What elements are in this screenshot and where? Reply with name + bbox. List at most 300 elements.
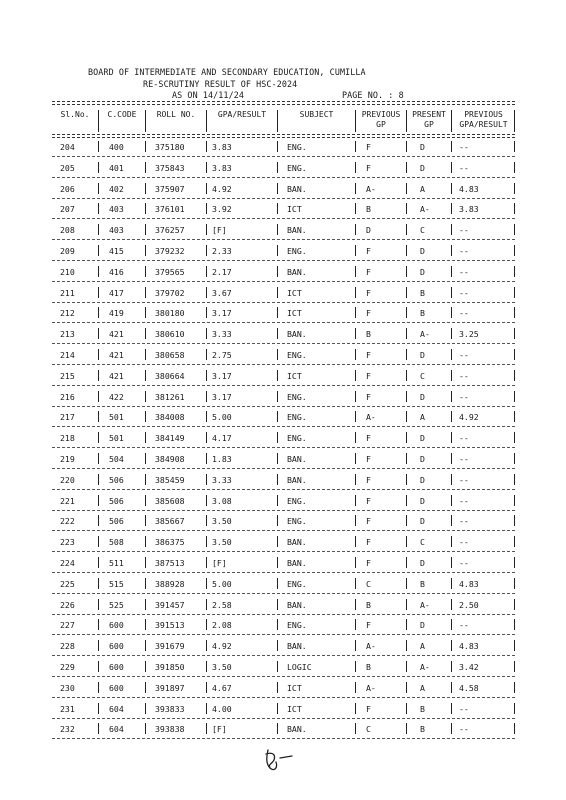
cell-roll-no: 385667 (155, 516, 185, 527)
column-divider (514, 599, 515, 610)
cell-subject: ENG. (287, 412, 307, 423)
cell-sl-no: 208 (60, 225, 75, 236)
cell-subject: BAN. (287, 266, 307, 277)
column-divider (451, 307, 452, 318)
cell-previous-gp: A- (366, 412, 376, 423)
column-divider (355, 640, 356, 651)
column-divider (451, 703, 452, 714)
cell-c-code: 403 (109, 204, 124, 215)
column-divider (277, 391, 278, 402)
cell-previous-gpa: -- (459, 350, 469, 360)
cell-present-gp: A (420, 412, 425, 423)
cell-sl-no: 220 (60, 474, 75, 485)
row-separator (52, 593, 515, 594)
cell-present-gp: D (420, 454, 425, 464)
row-separator (52, 676, 515, 677)
cell-gpa-result: [F] (212, 724, 227, 735)
cell-c-code: 600 (109, 682, 124, 693)
cell-subject: LOGIC (287, 662, 312, 672)
cell-roll-no: 375180 (155, 142, 185, 152)
column-divider (98, 432, 99, 443)
column-divider (355, 328, 356, 339)
cell-subject: ENG. (287, 495, 307, 506)
cell-subject: ENG. (287, 433, 307, 444)
cell-previous-gpa: -- (459, 516, 469, 527)
column-divider (145, 411, 146, 422)
cell-previous-gpa: -- (459, 474, 469, 485)
column-divider (98, 370, 99, 381)
column-divider (514, 515, 515, 526)
column-divider (206, 391, 207, 402)
cell-previous-gpa: -- (459, 724, 469, 735)
header-top-rule (52, 101, 515, 105)
row-separator (52, 260, 515, 261)
column-divider (206, 411, 207, 422)
column-divider (406, 578, 407, 589)
column-divider (406, 619, 407, 630)
cell-gpa-result: 2.33 (212, 246, 232, 256)
cell-previous-gpa: 3.42 (459, 662, 479, 672)
cell-previous-gp: F (366, 495, 371, 506)
column-divider (277, 661, 278, 672)
cell-previous-gpa: 4.58 (459, 682, 479, 693)
column-divider (355, 578, 356, 589)
cell-sl-no: 221 (60, 495, 75, 506)
cell-previous-gp: F (366, 308, 371, 319)
column-divider (355, 536, 356, 547)
column-divider (206, 141, 207, 152)
cell-gpa-result: 4.17 (212, 433, 232, 444)
column-divider (514, 266, 515, 277)
cell-previous-gp: F (366, 350, 371, 360)
cell-c-code: 403 (109, 225, 124, 236)
result-title: RE-SCRUTINY RESULT OF HSC-2024 (143, 79, 298, 89)
cell-present-gp: D (420, 246, 425, 256)
cell-gpa-result: 4.92 (212, 641, 232, 652)
cell-previous-gp: F (366, 474, 371, 485)
row-separator (52, 218, 515, 219)
column-divider (206, 619, 207, 630)
column-divider (514, 183, 515, 194)
column-divider (406, 703, 407, 714)
row-separator (52, 156, 515, 157)
column-divider (514, 557, 515, 568)
column-divider (355, 141, 356, 152)
cell-present-gp: D (420, 516, 425, 527)
row-separator (52, 281, 515, 282)
cell-present-gp: C (420, 370, 425, 381)
column-divider (145, 224, 146, 235)
cell-roll-no: 391897 (155, 682, 185, 693)
row-separator (52, 530, 515, 531)
column-divider (406, 495, 407, 506)
row-separator (52, 468, 515, 469)
col-header-previous-gpa-line2: GPA/RESULT (459, 120, 508, 129)
column-divider (98, 661, 99, 672)
cell-c-code: 417 (109, 287, 124, 298)
column-divider (406, 162, 407, 173)
column-divider (98, 703, 99, 714)
column-divider (355, 391, 356, 402)
column-divider (206, 599, 207, 610)
column-divider (277, 453, 278, 464)
column-divider (98, 141, 99, 152)
cell-c-code: 421 (109, 350, 124, 360)
column-divider (514, 224, 515, 235)
cell-present-gp: D (420, 474, 425, 485)
cell-previous-gp: F (366, 142, 371, 152)
row-separator (52, 489, 515, 490)
row-separator (52, 385, 515, 386)
cell-roll-no: 381261 (155, 391, 185, 402)
cell-subject: BAN. (287, 724, 307, 735)
cell-present-gp: C (420, 537, 425, 548)
cell-roll-no: 384008 (155, 412, 185, 423)
cell-c-code: 600 (109, 641, 124, 652)
header-divider (451, 110, 452, 132)
column-divider (145, 432, 146, 443)
header-divider (98, 110, 99, 132)
column-divider (277, 245, 278, 256)
column-divider (451, 328, 452, 339)
column-divider (514, 682, 515, 693)
cell-c-code: 525 (109, 599, 124, 610)
cell-subject: BAN. (287, 454, 307, 464)
col-header-previous-gp-line1: PREVIOUS (361, 110, 401, 119)
column-divider (206, 162, 207, 173)
column-divider (206, 266, 207, 277)
column-divider (355, 495, 356, 506)
cell-gpa-result: 4.00 (212, 703, 232, 714)
column-divider (406, 245, 407, 256)
column-divider (145, 245, 146, 256)
header-divider (145, 110, 146, 132)
column-divider (206, 640, 207, 651)
column-divider (451, 723, 452, 734)
column-divider (514, 474, 515, 485)
cell-roll-no: 379232 (155, 246, 185, 256)
cell-previous-gp: B (366, 599, 371, 610)
row-separator (52, 655, 515, 656)
column-divider (98, 474, 99, 485)
column-divider (355, 162, 356, 173)
cell-present-gp: A- (420, 204, 430, 215)
column-divider (514, 536, 515, 547)
column-divider (277, 349, 278, 360)
column-divider (406, 640, 407, 651)
cell-sl-no: 213 (60, 329, 75, 340)
column-divider (514, 391, 515, 402)
column-divider (355, 287, 356, 298)
cell-sl-no: 209 (60, 246, 75, 256)
cell-previous-gpa: 4.83 (459, 578, 479, 589)
cell-gpa-result: 4.67 (212, 682, 232, 693)
cell-roll-no: 388928 (155, 578, 185, 589)
column-divider (355, 307, 356, 318)
column-divider (451, 557, 452, 568)
column-divider (451, 599, 452, 610)
cell-subject: ENG. (287, 578, 307, 589)
column-divider (514, 640, 515, 651)
cell-gpa-result: 3.67 (212, 287, 232, 298)
header-bottom-rule (52, 134, 515, 138)
cell-previous-gp: F (366, 391, 371, 402)
cell-previous-gp: F (366, 454, 371, 464)
column-divider (406, 328, 407, 339)
cell-sl-no: 225 (60, 578, 75, 589)
cell-subject: ICT (287, 703, 302, 714)
page-number: PAGE NO. : 8 (342, 90, 404, 100)
cell-sl-no: 226 (60, 599, 75, 610)
column-divider (206, 183, 207, 194)
column-divider (145, 682, 146, 693)
cell-subject: ICT (287, 287, 302, 298)
column-divider (277, 432, 278, 443)
cell-subject: ENG. (287, 246, 307, 256)
cell-present-gp: B (420, 724, 425, 735)
cell-previous-gpa: 2.50 (459, 599, 479, 610)
column-divider (406, 453, 407, 464)
column-divider (277, 599, 278, 610)
cell-gpa-result: 1.83 (212, 454, 232, 464)
cell-sl-no: 218 (60, 433, 75, 444)
cell-gpa-result: 3.08 (212, 495, 232, 506)
column-divider (98, 723, 99, 734)
cell-sl-no: 215 (60, 370, 75, 381)
cell-present-gp: D (420, 558, 425, 568)
column-divider (206, 474, 207, 485)
column-divider (355, 474, 356, 485)
cell-previous-gpa: -- (459, 370, 469, 381)
column-divider (451, 203, 452, 214)
cell-gpa-result: 5.00 (212, 412, 232, 423)
col-header-roll: ROLL NO. (156, 110, 196, 119)
cell-c-code: 415 (109, 246, 124, 256)
cell-previous-gpa: -- (459, 391, 469, 402)
row-separator (52, 551, 515, 552)
cell-c-code: 600 (109, 662, 124, 672)
row-separator (52, 406, 515, 407)
column-divider (355, 557, 356, 568)
column-divider (277, 474, 278, 485)
column-divider (451, 474, 452, 485)
column-divider (406, 432, 407, 443)
cell-gpa-result: 3.33 (212, 474, 232, 485)
cell-sl-no: 214 (60, 350, 75, 360)
column-divider (451, 661, 452, 672)
column-divider (98, 640, 99, 651)
cell-present-gp: A (420, 682, 425, 693)
cell-subject: ICT (287, 682, 302, 693)
column-divider (451, 619, 452, 630)
cell-sl-no: 210 (60, 266, 75, 277)
column-divider (451, 224, 452, 235)
cell-c-code: 501 (109, 412, 124, 423)
cell-roll-no: 379702 (155, 287, 185, 298)
cell-previous-gpa: 3.83 (459, 204, 479, 215)
column-divider (277, 536, 278, 547)
column-divider (277, 307, 278, 318)
column-divider (514, 287, 515, 298)
cell-present-gp: B (420, 578, 425, 589)
column-divider (98, 266, 99, 277)
column-divider (355, 411, 356, 422)
column-divider (145, 578, 146, 589)
column-divider (451, 266, 452, 277)
column-divider (98, 599, 99, 610)
column-divider (98, 183, 99, 194)
column-divider (277, 287, 278, 298)
column-divider (355, 370, 356, 381)
column-divider (406, 370, 407, 381)
column-divider (355, 203, 356, 214)
column-divider (514, 619, 515, 630)
cell-present-gp: D (420, 266, 425, 277)
column-divider (206, 245, 207, 256)
cell-sl-no: 211 (60, 287, 75, 298)
cell-c-code: 421 (109, 370, 124, 381)
column-divider (206, 432, 207, 443)
column-divider (451, 578, 452, 589)
cell-c-code: 506 (109, 474, 124, 485)
row-separator (52, 343, 515, 344)
cell-previous-gpa: 4.92 (459, 412, 479, 423)
column-divider (98, 619, 99, 630)
cell-roll-no: 393838 (155, 724, 185, 735)
column-divider (277, 682, 278, 693)
cell-sl-no: 231 (60, 703, 75, 714)
column-divider (145, 287, 146, 298)
cell-roll-no: 385608 (155, 495, 185, 506)
column-divider (98, 682, 99, 693)
column-divider (277, 703, 278, 714)
cell-sl-no: 207 (60, 204, 75, 215)
cell-subject: ENG. (287, 162, 307, 173)
cell-sl-no: 228 (60, 641, 75, 652)
cell-previous-gp: F (366, 516, 371, 527)
column-divider (514, 349, 515, 360)
cell-gpa-result: 3.17 (212, 391, 232, 402)
column-divider (406, 536, 407, 547)
cell-previous-gp: F (366, 266, 371, 277)
column-divider (514, 370, 515, 381)
column-divider (98, 453, 99, 464)
cell-roll-no: 380610 (155, 329, 185, 340)
cell-present-gp: D (420, 620, 425, 631)
row-separator (52, 718, 515, 719)
cell-subject: ICT (287, 204, 302, 215)
column-divider (451, 391, 452, 402)
cell-previous-gp: F (366, 703, 371, 714)
column-divider (514, 432, 515, 443)
column-divider (145, 536, 146, 547)
column-divider (406, 723, 407, 734)
column-divider (98, 245, 99, 256)
cell-gpa-result: 3.83 (212, 142, 232, 152)
cell-c-code: 501 (109, 433, 124, 444)
column-divider (451, 349, 452, 360)
cell-previous-gpa: -- (459, 495, 469, 506)
header-divider (206, 110, 207, 132)
column-divider (355, 266, 356, 277)
column-divider (206, 682, 207, 693)
row-separator (52, 302, 515, 303)
cell-subject: BAN. (287, 537, 307, 548)
column-divider (406, 266, 407, 277)
column-divider (277, 515, 278, 526)
cell-present-gp: A- (420, 662, 430, 672)
as-on-date: AS ON 14/11/24 (172, 90, 244, 100)
cell-roll-no: 376257 (155, 225, 185, 236)
cell-gpa-result: 2.08 (212, 620, 232, 631)
board-title: BOARD OF INTERMEDIATE AND SECONDARY EDUCATION, CUMILLA (88, 67, 366, 77)
cell-previous-gpa: -- (459, 433, 469, 444)
header-divider (406, 110, 407, 132)
cell-gpa-result: [F] (212, 225, 227, 236)
col-header-previous-gpa-line1: PREVIOUS (464, 110, 503, 119)
cell-previous-gp: B (366, 329, 371, 340)
column-divider (145, 162, 146, 173)
row-separator (52, 697, 515, 698)
cell-roll-no: 391513 (155, 620, 185, 631)
column-divider (98, 203, 99, 214)
cell-sl-no: 216 (60, 391, 75, 402)
cell-previous-gp: C (366, 724, 371, 735)
column-divider (355, 349, 356, 360)
col-header-present-gp (407, 110, 451, 130)
column-divider (206, 224, 207, 235)
column-divider (98, 411, 99, 422)
column-divider (277, 723, 278, 734)
cell-present-gp: B (420, 308, 425, 319)
column-divider (98, 162, 99, 173)
column-divider (206, 203, 207, 214)
cell-subject: ENG. (287, 620, 307, 631)
column-divider (514, 703, 515, 714)
cell-subject: BAN. (287, 641, 307, 652)
cell-previous-gpa: -- (459, 454, 469, 464)
column-divider (406, 515, 407, 526)
cell-c-code: 600 (109, 620, 124, 631)
cell-c-code: 400 (109, 142, 124, 152)
cell-previous-gpa: -- (459, 308, 469, 319)
cell-previous-gpa: -- (459, 703, 469, 714)
cell-previous-gpa: -- (459, 142, 469, 152)
cell-subject: BAN. (287, 599, 307, 610)
cell-roll-no: 380658 (155, 350, 185, 360)
cell-present-gp: B (420, 703, 425, 714)
cell-sl-no: 224 (60, 558, 75, 568)
cell-c-code: 401 (109, 162, 124, 173)
column-divider (451, 682, 452, 693)
column-divider (206, 453, 207, 464)
cell-roll-no: 391850 (155, 662, 185, 672)
column-divider (98, 495, 99, 506)
cell-subject: ICT (287, 370, 302, 381)
cell-c-code: 416 (109, 266, 124, 277)
column-divider (98, 578, 99, 589)
column-divider (277, 162, 278, 173)
column-divider (206, 495, 207, 506)
column-divider (206, 370, 207, 381)
column-divider (451, 453, 452, 464)
cell-previous-gp: A- (366, 682, 376, 693)
column-divider (406, 557, 407, 568)
cell-previous-gp: F (366, 558, 371, 568)
column-divider (145, 203, 146, 214)
column-divider (451, 141, 452, 152)
cell-present-gp: A (420, 183, 425, 194)
